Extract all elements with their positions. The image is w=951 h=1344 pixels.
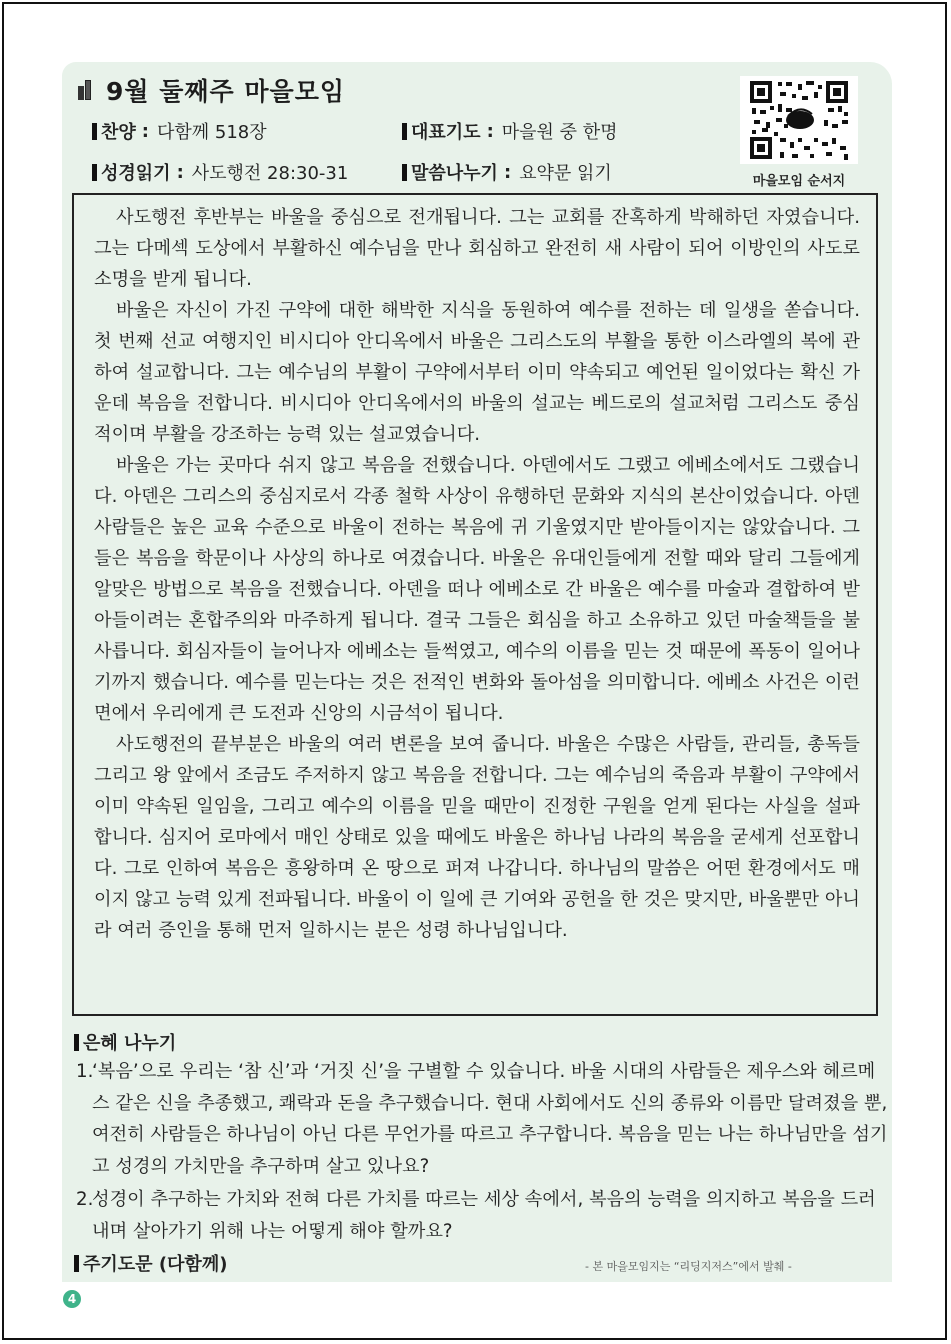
- praise-info: 찬양 : 다함께 518장: [92, 118, 267, 144]
- page-title: 9월 둘째주 마을모임: [106, 77, 346, 106]
- praise-label: 찬양: [101, 122, 136, 143]
- lords-prayer-title: 주기도문 (다함께): [74, 1250, 227, 1276]
- reading-value: 사도행전 28:30-31: [191, 163, 349, 184]
- summary-paragraph: 사도행전의 끝부분은 바울의 여러 변론을 보여 줍니다. 바울은 수많은 사람들, 관리들, 총독들 그리고 왕 앞에서 조금도 주저하지 않고 복음을 전합니다. 그는 예수님의 죽음과 부활이 구약에서 이미 약속된 일임을, 그리고 예수의 이름을 믿을 때만이 진정한 구원을 얻게 된다는 사실을 설파합니다. 심지어 로마에서 매인 상태로 있을 때에도 바울은 하나님 나라의 복음을 굳세게 선포합니다. 그로 인하여 복음은 흥왕하며 온 땅으로 퍼져 나갑니다. 하나님의 말씀은 어떤 환경에서도 매이지 않고 능력 있게 전파됩니다. 바울이 이 일에 큰 기여와 공헌을 한 것은 맞지만, 바울뿐만 아니라 여러 증인을 통해 먼저 일하시는 분은 성령 하나님입니다.: [94, 734, 860, 941]
- question-number: 2.: [76, 1189, 94, 1210]
- summary-box: [72, 193, 878, 1016]
- reading-label: 성경읽기: [101, 163, 171, 184]
- square-bullet: [92, 123, 97, 140]
- summary-paragraph: 바울은 자신이 가진 구약에 대한 해박한 지식을 동원하여 예수를 전하는 데 일생을 쏟습니다. 첫 번째 선교 여행지인 비시디아 안디옥에서 바울은 그리스도의 부활을 통한 이스라엘의 복에 관하여 설교합니다. 그는 예수님의 부활이 구약에서부터 이미 약속되고 예언된 일이었다는 확신 가운데 복음을 전합니다. 비시디아 안디옥에서의 바울의 설교는 베드로의 설교처럼 그리스도 중심적이며 부활을 강조하는 능력 있는 설교였습니다.: [94, 300, 860, 445]
- question-text: 성경이 추구하는 가치와 전혀 다른 가치를 따르는 세상 속에서, 복음의 능력을 의지하고 복음을 드러내며 살아가기 위해 나는 어떻게 해야 할까요?: [92, 1189, 876, 1242]
- sharing-label: 말씀나누기: [411, 163, 498, 184]
- prayer-info: 대표기도 : 마을원 중 한명: [402, 118, 618, 144]
- square-bullet: [74, 1034, 79, 1051]
- question-1: [76, 1056, 888, 1182]
- header-row: [78, 72, 345, 108]
- page-number-badge: 4: [63, 1290, 81, 1308]
- source-footnote: - 본 마을모임지는 “리딩지저스”에서 발췌 -: [585, 1260, 792, 1273]
- qr-caption: 마을모임 순서지: [752, 174, 846, 189]
- square-bullet: [402, 164, 407, 181]
- qr-code-icon: [740, 76, 858, 164]
- summary-paragraph: 바울은 가는 곳마다 쉬지 않고 복음을 전했습니다. 아덴에서도 그랬고 에베소에서도 그랬습니다. 아덴은 그리스의 중심지로서 각종 철학 사상이 유행하던 문화와 지식의 본산이었습니다. 아덴 사람들은 높은 교육 수준으로 바울이 전하는 복음에 귀 기울였지만 받아들이지는 않았습니다. 그들은 복음을 학문이나 사상의 하나로 여겼습니다. 바울은 유대인들에게 전할 때와 달리 그들에게 알맞은 방법으로 복음을 전했습니다. 아덴을 떠나 에베소로 간 바울은 예수를 마술과 결합하여 받아들이려는 혼합주의와 마주하게 됩니다. 결국 그들은 회심을 하고 소유하고 있던 마술책들을 불사릅니다. 회심자들이 늘어나자 에베소는 들썩였고, 예수의 이름을 믿는 것 때문에 폭동이 일어나기까지 했습니다. 예수를 믿는다는 것은 전적인 변화와 돌아섬을 의미합니다. 에베소 사건은 이런 면에서 우리에게 큰 도전과 신앙의 시금석이 됩니다.: [94, 455, 860, 724]
- praise-value: 다함께 518장: [156, 122, 267, 143]
- qr-code[interactable]: [740, 76, 858, 164]
- square-bullet: [74, 1255, 79, 1272]
- book-icon: [78, 80, 92, 100]
- reading-info: 성경읽기 : 사도행전 28:30-31: [92, 159, 348, 185]
- sharing-info: 말씀나누기 : 요약문 읽기: [402, 159, 612, 185]
- prayer-label: 대표기도: [411, 122, 481, 143]
- question-text: ‘복음’으로 우리는 ‘참 신’과 ‘거짓 신’을 구별할 수 있습니다. 바울 시대의 사람들은 제우스와 헤르메스 같은 신을 추종했고, 쾌락과 돈을 추구했습니다. 현대 사회에서도 신의 종류와 이름만 달려졌을 뿐, 여전히 사람들은 하나님이 아닌 다른 무언가를 따르고 추구합니다. 복음을 믿는 나는 하나님만을 섬기고 성경의 가치만을 추구하며 살고 있나요?: [92, 1061, 888, 1177]
- summary-paragraph: 사도행전 후반부는 바울을 중심으로 전개됩니다. 그는 교회를 잔혹하게 박해하던 자였습니다. 그는 다메섹 도상에서 부활하신 예수님을 만나 회심하고 완전히 새 사람이 되어 이방인의 사도로 소명을 받게 됩니다.: [94, 207, 860, 290]
- grace-section-title: 은혜 나누기: [74, 1029, 176, 1055]
- square-bullet: [402, 123, 407, 140]
- sharing-value: 요약문 읽기: [519, 163, 612, 184]
- prayer-value: 마을원 중 한명: [501, 122, 618, 143]
- question-number: 1.: [76, 1061, 94, 1082]
- square-bullet: [92, 164, 97, 181]
- question-2: [76, 1184, 888, 1247]
